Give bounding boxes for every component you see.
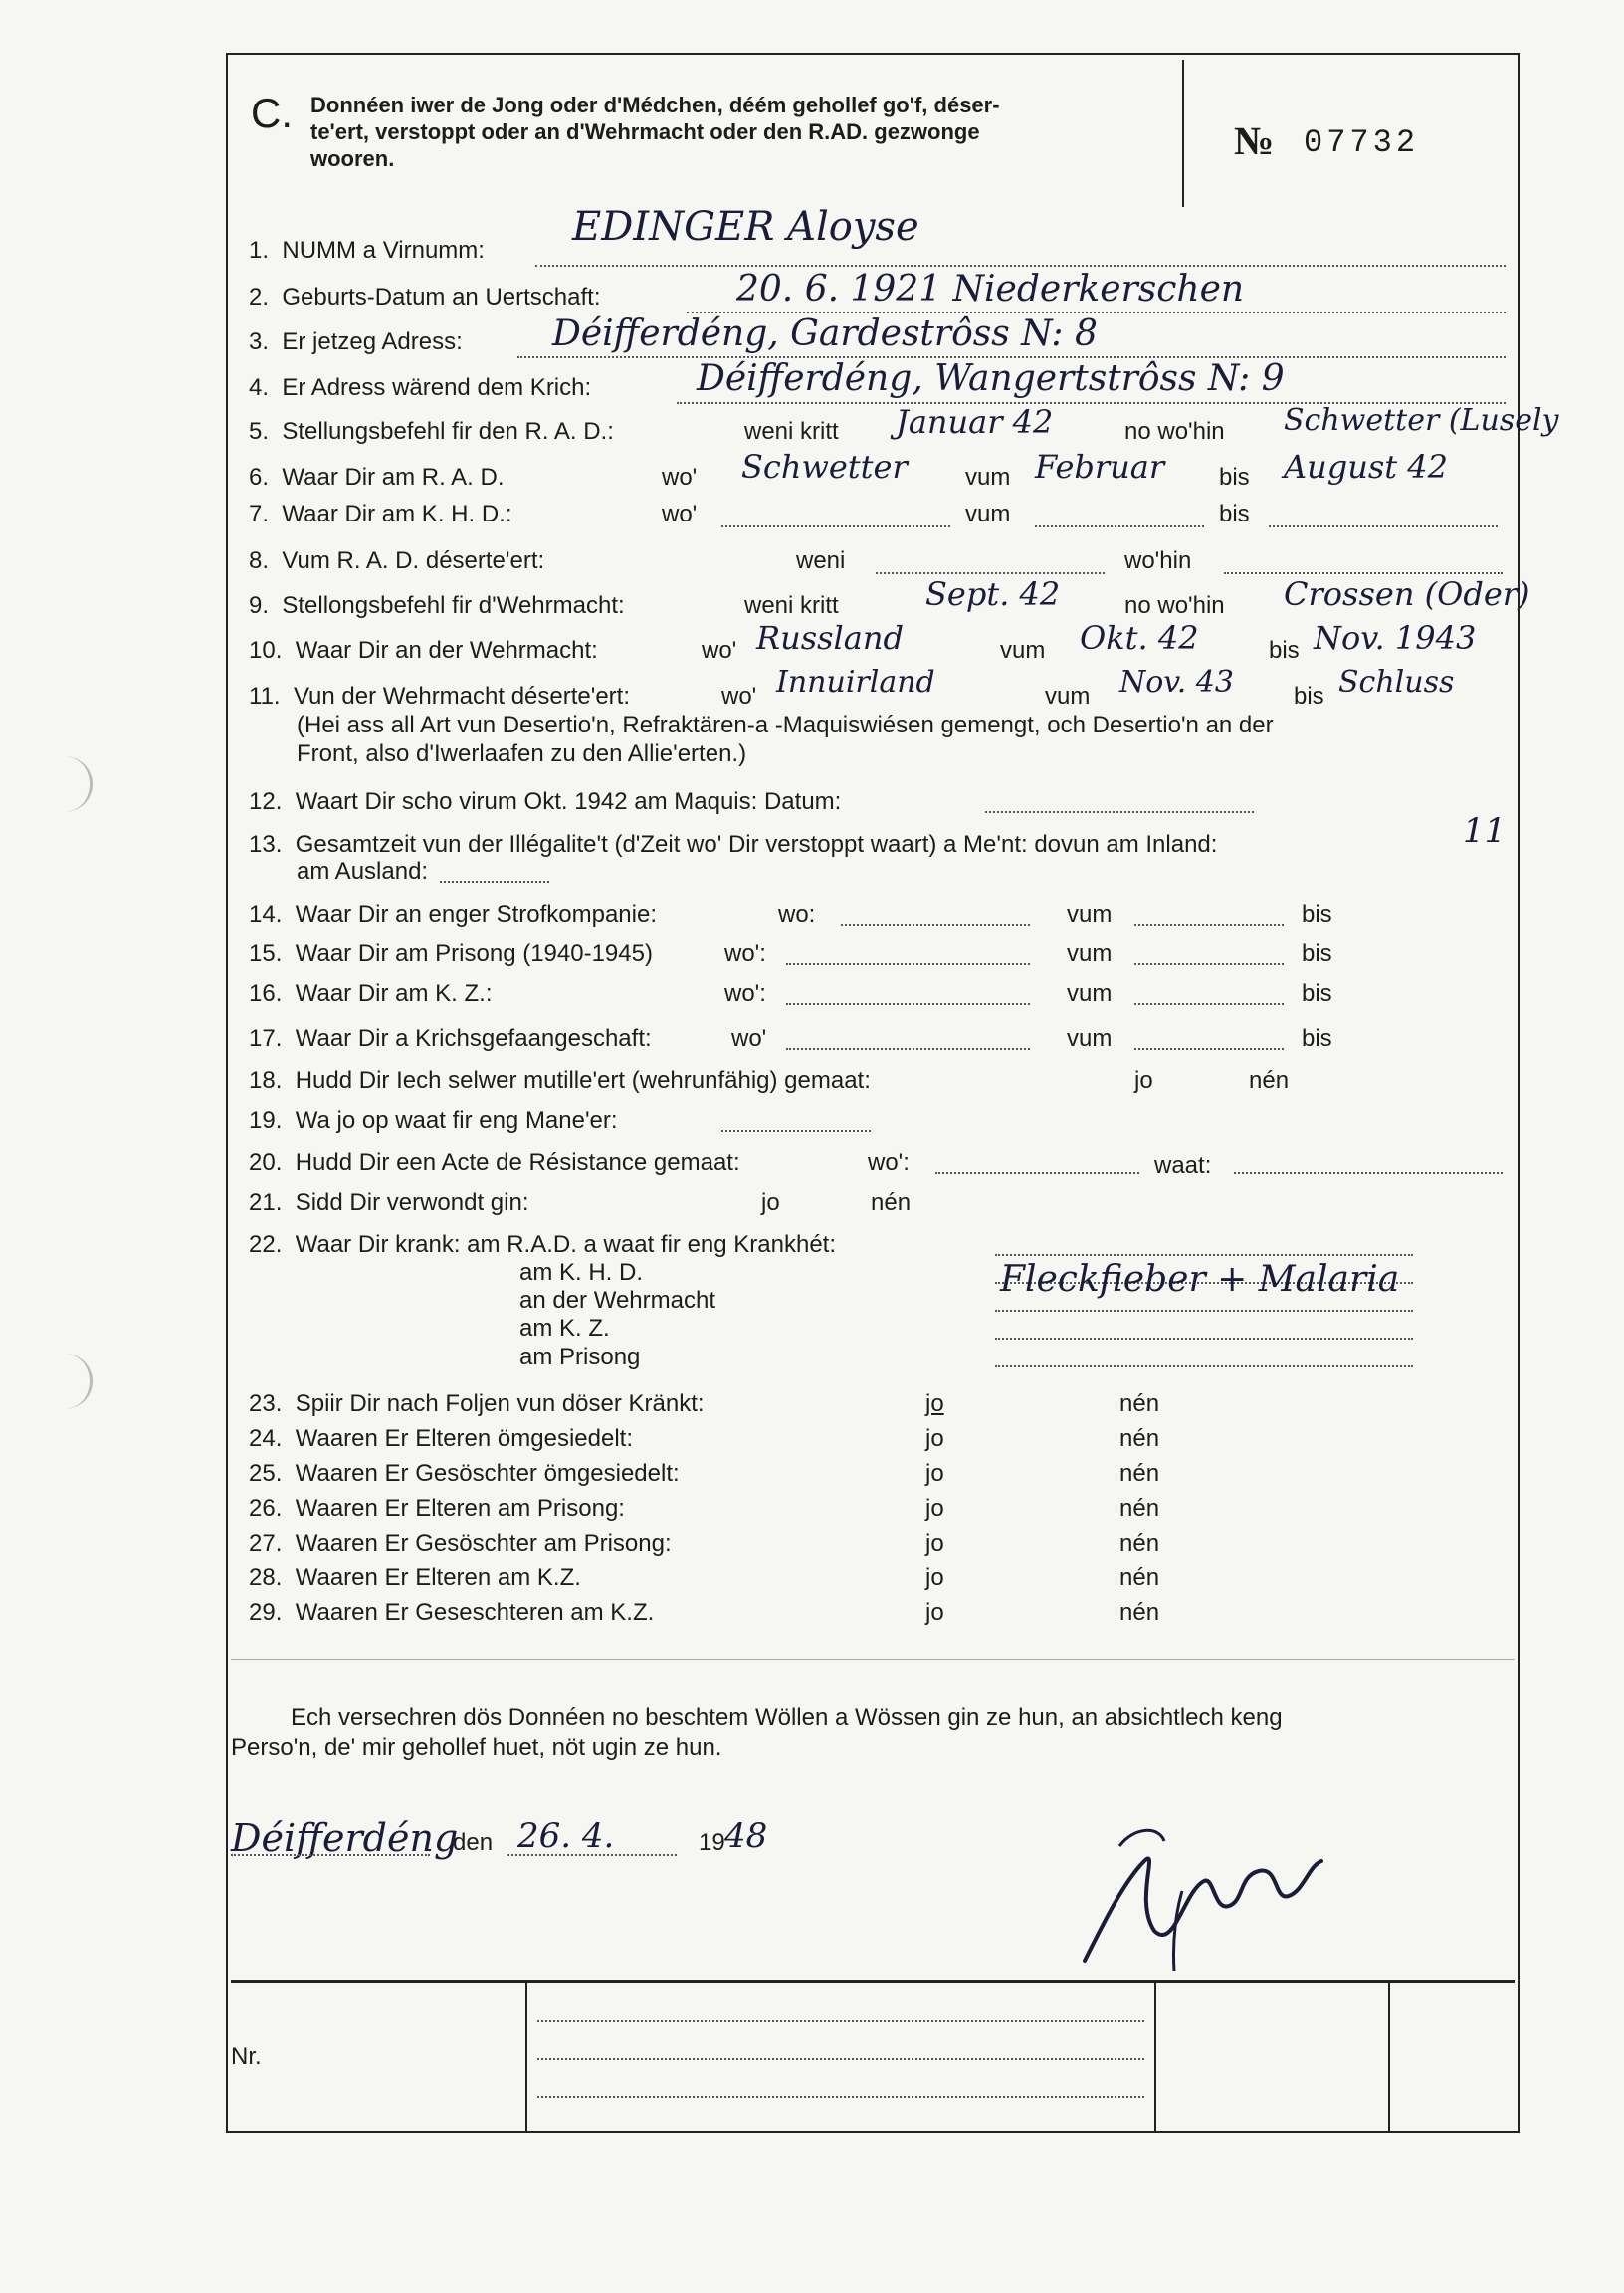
table-col bbox=[1388, 1980, 1390, 2133]
label-ausland: am Ausland: bbox=[297, 858, 429, 885]
field-line bbox=[1269, 525, 1498, 527]
row-24: 24. Waaren Er Elteren ömgesiedelt: bbox=[249, 1425, 633, 1452]
hw-desert-where: Innuirland bbox=[776, 665, 935, 700]
label-vum: vum bbox=[1067, 1025, 1113, 1052]
option-nen: nén bbox=[1119, 1599, 1160, 1626]
label-wo: wo' bbox=[662, 464, 698, 491]
row-28: 28. Waaren Er Elteren am K.Z. bbox=[249, 1564, 581, 1591]
field-line bbox=[537, 2096, 1144, 2098]
label-kz: am K. Z. bbox=[519, 1315, 610, 1342]
hw-wehrmacht-to: Nov. 1943 bbox=[1314, 619, 1477, 657]
row-8: 8. Vum R. A. D. déserte'ert: bbox=[249, 547, 545, 574]
hw-inland: 11 bbox=[1463, 811, 1507, 851]
row-5: 5. Stellungsbefehl fir den R. A. D.: bbox=[249, 418, 614, 445]
row-19: 19. Wa jo op waat fir eng Mane'er: bbox=[249, 1107, 618, 1134]
label-weni: weni bbox=[796, 547, 846, 574]
label-vum: vum bbox=[1067, 901, 1113, 928]
hw-wehrmacht-place: Crossen (Oder) bbox=[1284, 575, 1530, 613]
label-vum: vum bbox=[965, 501, 1011, 527]
declaration-text-2: Perso'n, de' mir gehollef huet, nöt ugin ze hun. bbox=[231, 1734, 722, 1761]
note-11b: Front, also d'Iwerlaafen zu den Allie'erten.) bbox=[297, 740, 747, 767]
field-line bbox=[1134, 963, 1284, 965]
row-18: 18. Hudd Dir Iech selwer mutille'ert (wehrunfähig) gemaat: bbox=[249, 1067, 871, 1094]
field-line bbox=[535, 265, 1506, 267]
label-wo: wo': bbox=[724, 940, 766, 967]
option-nen: nén bbox=[1119, 1564, 1160, 1591]
label-bis: bis bbox=[1269, 637, 1300, 664]
hw-rad-to: August 42 bbox=[1284, 448, 1448, 486]
hw-address: Déifferdéng, Gardestrôss N: 8 bbox=[552, 313, 1098, 354]
form-heading: Donnéen iwer de Jong oder d'Médchen, déém gehollef go'f, déser- te'ert, verstoppt oder an d'Wehrmacht oder den R.AD. gezwonge wooren. bbox=[310, 93, 1000, 171]
label-khd: am K. H. D. bbox=[519, 1259, 644, 1286]
label-vum: vum bbox=[1067, 980, 1113, 1007]
option-nen: nén bbox=[1119, 1460, 1160, 1487]
hw-illness: Fleckfieber + Malaria bbox=[1000, 1259, 1400, 1300]
hw-rad-date: Januar 42 bbox=[896, 403, 1054, 441]
hw-wehrmacht-from: Okt. 42 bbox=[1080, 619, 1199, 657]
option-nen: nén bbox=[1119, 1425, 1160, 1452]
section-divider bbox=[231, 1659, 1515, 1660]
option-jo: jo bbox=[925, 1425, 944, 1452]
row-21: 21. Sidd Dir verwondt gin: bbox=[249, 1189, 529, 1216]
row-17: 17. Waar Dir a Krichsgefaangeschaft: bbox=[249, 1025, 652, 1052]
field-line bbox=[231, 1854, 430, 1856]
row-1: 1. NUMM a Virnumm: bbox=[249, 237, 485, 264]
option-jo: jo bbox=[925, 1599, 944, 1626]
label-den: den bbox=[453, 1829, 494, 1856]
label-bis: bis bbox=[1219, 464, 1250, 491]
field-line bbox=[786, 1048, 1030, 1050]
option-jo: jo bbox=[925, 1495, 944, 1522]
label-bis: bis bbox=[1302, 940, 1332, 967]
hw-birth: 20. 6. 1921 Niederkerschen bbox=[736, 269, 1245, 310]
row-9: 9. Stellongsbefehl fir d'Wehrmacht: bbox=[249, 592, 625, 619]
option-nen: nén bbox=[1119, 1530, 1160, 1557]
row-20: 20. Hudd Dir een Acte de Résistance gemaat: bbox=[249, 1149, 740, 1176]
field-line bbox=[985, 811, 1254, 813]
section-letter: C. bbox=[251, 90, 293, 136]
field-line bbox=[537, 2058, 1144, 2060]
label-wo: wo: bbox=[778, 901, 816, 928]
punch-hole bbox=[62, 1354, 93, 1409]
row-6: 6. Waar Dir am R. A. D. bbox=[249, 464, 505, 491]
field-line bbox=[995, 1310, 1413, 1312]
label-nr: Nr. bbox=[231, 2043, 262, 2070]
hw-rad-from: Februar bbox=[1035, 448, 1165, 486]
row-3: 3. Er jetzeg Adress: bbox=[249, 328, 463, 355]
row-12: 12. Waart Dir scho virum Okt. 1942 am Maquis: Datum: bbox=[249, 788, 842, 815]
hw-date: 26. 4. bbox=[517, 1816, 615, 1856]
row-27: 27. Waaren Er Gesöschter am Prisong: bbox=[249, 1530, 672, 1557]
row-10: 10. Waar Dir an der Wehrmacht: bbox=[249, 637, 598, 664]
row-23: 23. Spiir Dir nach Foljen vun döser Kränkt: bbox=[249, 1390, 705, 1417]
hw-desert-to: Schluss bbox=[1338, 665, 1455, 700]
field-line bbox=[995, 1365, 1413, 1367]
label-bis: bis bbox=[1302, 1025, 1332, 1052]
field-line bbox=[786, 1003, 1030, 1005]
row-11: 11. Vun der Wehrmacht déserte'ert: bbox=[249, 683, 631, 710]
label-wo: wo': bbox=[868, 1149, 910, 1176]
table-top-line bbox=[231, 1980, 1515, 1983]
field-line bbox=[1134, 1003, 1284, 1005]
option-jo: jo bbox=[1134, 1067, 1153, 1094]
table-col bbox=[1154, 1980, 1156, 2133]
hw-rad-place: Schwetter (Lusely bbox=[1284, 403, 1559, 438]
option-jo: jo bbox=[925, 1460, 944, 1487]
field-line bbox=[876, 572, 1105, 574]
table-col bbox=[525, 1980, 527, 2133]
label-wo: wo': bbox=[724, 980, 766, 1007]
label-wo: wo' bbox=[702, 637, 737, 664]
field-line bbox=[440, 881, 549, 883]
label-prisong: am Prisong bbox=[519, 1344, 641, 1370]
label-wohin: wo'hin bbox=[1124, 547, 1192, 574]
option-jo: jo bbox=[925, 1390, 944, 1417]
option-jo: jo bbox=[761, 1189, 780, 1216]
row-16: 16. Waar Dir am K. Z.: bbox=[249, 980, 493, 1007]
field-line bbox=[995, 1338, 1413, 1340]
row-2: 2. Geburts-Datum an Uertschaft: bbox=[249, 284, 601, 311]
hw-name: EDINGER Aloyse bbox=[572, 204, 919, 250]
note-11: (Hei ass all Art vun Desertio'n, Refraktären-a -Maquiswiésen gemengt, och Desertio'n an der bbox=[297, 712, 1274, 738]
hw-wehrmacht-date: Sept. 42 bbox=[925, 575, 1061, 613]
field-line bbox=[935, 1172, 1139, 1174]
field-line bbox=[1134, 924, 1284, 926]
option-nen: nén bbox=[1119, 1495, 1160, 1522]
field-line bbox=[721, 525, 950, 527]
option-nen: nén bbox=[1249, 1067, 1290, 1094]
row-7: 7. Waar Dir am K. H. D.: bbox=[249, 501, 512, 527]
label-vum: vum bbox=[1000, 637, 1046, 664]
row-25: 25. Waaren Er Gesöschter ömgesiedelt: bbox=[249, 1460, 680, 1487]
number-sign: № bbox=[1234, 118, 1275, 163]
label-bis: bis bbox=[1219, 501, 1250, 527]
label-wo: wo' bbox=[731, 1025, 767, 1052]
label-no-wohin: no wo'hin bbox=[1124, 592, 1225, 619]
signature-image bbox=[1065, 1821, 1333, 1990]
label-year: 19 bbox=[699, 1829, 725, 1856]
field-line bbox=[537, 2020, 1144, 2022]
row-29: 29. Waaren Er Geseschteren am K.Z. bbox=[249, 1599, 655, 1626]
option-jo: jo bbox=[925, 1564, 944, 1591]
label-vum: vum bbox=[1067, 940, 1113, 967]
hw-wehrmacht-where: Russland bbox=[756, 619, 904, 657]
field-line bbox=[1035, 525, 1204, 527]
label-wo: wo' bbox=[662, 501, 698, 527]
label-wo: wo' bbox=[721, 683, 757, 710]
row-26: 26. Waaren Er Elteren am Prisong: bbox=[249, 1495, 625, 1522]
row-14: 14. Waar Dir an enger Strofkompanie: bbox=[249, 901, 657, 928]
header-divider bbox=[1182, 60, 1184, 207]
punch-hole bbox=[62, 756, 93, 812]
label-weni-kritt: weni kritt bbox=[744, 592, 839, 619]
hw-desert-from: Nov. 43 bbox=[1119, 665, 1234, 700]
field-line bbox=[1134, 1048, 1284, 1050]
form-number: 07732 bbox=[1304, 124, 1420, 161]
label-vum: vum bbox=[965, 464, 1011, 491]
label-no-wohin: no wo'hin bbox=[1124, 418, 1225, 445]
label-wehrmacht: an der Wehrmacht bbox=[519, 1287, 715, 1314]
field-line bbox=[1234, 1172, 1503, 1174]
option-nen: nén bbox=[871, 1189, 912, 1216]
field-line bbox=[841, 924, 1030, 926]
row-15: 15. Waar Dir am Prisong (1940-1945) bbox=[249, 940, 653, 967]
row-13: 13. Gesamtzeit vun der Illégalite't (d'Zeit wo' Dir verstoppt waart) a Me'nt: dovun am Inland: bbox=[249, 831, 1218, 858]
field-line bbox=[995, 1254, 1413, 1256]
hw-year: 48 bbox=[724, 1816, 768, 1856]
option-nen: nén bbox=[1119, 1390, 1160, 1417]
hw-war-address: Déifferdéng, Wangertstrôss N: 9 bbox=[697, 358, 1285, 399]
label-bis: bis bbox=[1302, 901, 1332, 928]
label-bis: bis bbox=[1302, 980, 1332, 1007]
hw-rad-where: Schwetter bbox=[741, 448, 908, 486]
label-vum: vum bbox=[1045, 683, 1091, 710]
option-jo: jo bbox=[925, 1530, 944, 1557]
row-22: 22. Waar Dir krank: am R.A.D. a waat fir eng Krankhét: bbox=[249, 1231, 837, 1258]
field-line bbox=[786, 963, 1030, 965]
label-waat: waat: bbox=[1154, 1152, 1212, 1179]
field-line bbox=[1224, 572, 1503, 574]
row-4: 4. Er Adress wärend dem Krich: bbox=[249, 374, 592, 401]
field-line bbox=[721, 1130, 871, 1132]
hw-place: Déifferdéng bbox=[231, 1816, 459, 1860]
declaration-text: Ech versechren dös Donnéen no beschtem Wöllen a Wössen gin ze hun, an absichtlech keng bbox=[291, 1704, 1283, 1731]
label-weni-kritt: weni kritt bbox=[744, 418, 839, 445]
field-line bbox=[508, 1854, 677, 1856]
label-bis: bis bbox=[1294, 683, 1324, 710]
